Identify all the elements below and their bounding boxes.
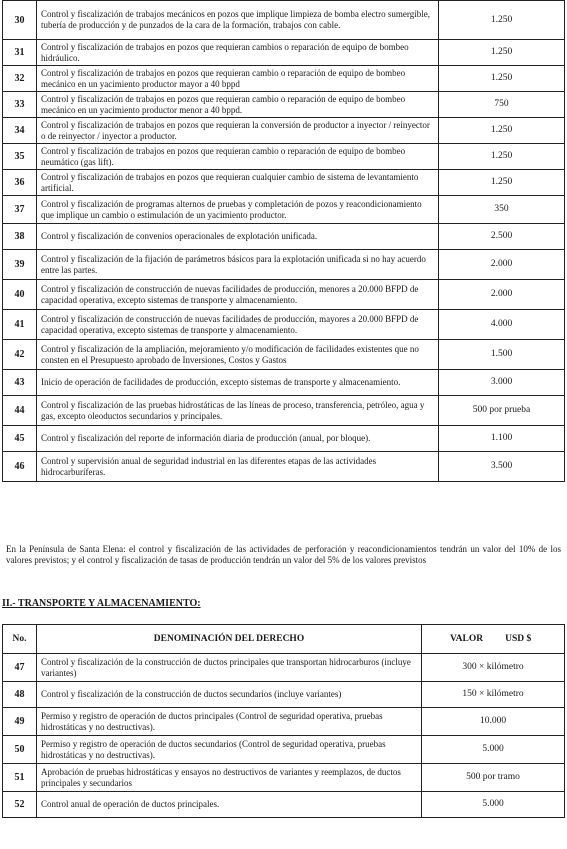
row-description: Control y fiscalización de la construcción de ductos secundarios (incluye variantes)	[37, 682, 422, 708]
row-number: 46	[3, 452, 37, 482]
fees-table-body	[3, 654, 565, 818]
row-value: 2.500	[439, 224, 565, 250]
row-number: 49	[3, 708, 37, 736]
row-description: Control y fiscalización de trabajos en pozos que requieran cambio o reparación de equipo de bombeo neumático (gas lift).	[37, 144, 439, 170]
table-row	[3, 170, 565, 196]
fees-table-production	[2, 0, 565, 482]
row-description: Control y fiscalización de trabajos en pozos que requieran cambio o reparación de equipo de bombeo mecánico en un yacimiento productor menor a 40 bppd.	[37, 92, 439, 118]
row-number: 37	[3, 196, 37, 224]
row-description: Control y fiscalización de trabajos en pozos que requieran la conversión de productor a inyector / reinyector o de reinyector / inyector a productor.	[37, 118, 439, 144]
row-value: 1.250	[439, 1, 565, 40]
row-description: Control y supervisión anual de seguridad industrial en las diferentes etapas de las actividades hidrocarburíferas.	[37, 452, 439, 482]
table-header-row	[3, 625, 565, 654]
table-row	[3, 1, 565, 40]
row-value: 1.250	[439, 144, 565, 170]
row-number: 45	[3, 426, 37, 452]
row-description: Control y fiscalización de construcción de nuevas facilidades de producción, mayores a 20.000 BFPD de capacidad operativa, excepto sistemas de transporte y almacenamiento.	[37, 310, 439, 340]
section-heading-transport: II.- TRANSPORTE Y ALMACENAMIENTO:	[2, 598, 201, 609]
table-row	[3, 396, 565, 426]
row-value: 1.100	[439, 426, 565, 452]
header-currency: USD $	[505, 633, 532, 644]
row-number: 44	[3, 396, 37, 426]
row-description: Control y fiscalización de la ampliación, mejoramiento y/o modificación de facilidades existentes que no consten en el Presupuesto aprobado de Inversiones, Costos y Gastos	[37, 340, 439, 370]
row-value: 3.000	[439, 370, 565, 396]
row-value: 350	[439, 196, 565, 224]
row-value: 750	[439, 92, 565, 118]
table-row	[3, 654, 565, 682]
row-description: Control y fiscalización de trabajos mecánicos en pozos que implique limpieza de bomba electro sumergible, tubería de producción y de punzados de la cara de la formación, trabajos con cable.	[37, 1, 439, 40]
row-description: Control y fiscalización de convenios operacionales de explotación unificada.	[37, 224, 439, 250]
row-description: Control y fiscalización del reporte de información diaria de producción (anual, por bloque).	[37, 426, 439, 452]
row-number: 33	[3, 92, 37, 118]
row-number: 39	[3, 250, 37, 280]
table-row	[3, 792, 565, 818]
row-number: 47	[3, 654, 37, 682]
row-value: 1.250	[439, 66, 565, 92]
table-row	[3, 250, 565, 280]
row-value: 1.250	[439, 118, 565, 144]
row-number: 32	[3, 66, 37, 92]
row-value: 500 por tramo	[422, 764, 565, 792]
table-row	[3, 118, 565, 144]
row-description: Control y fiscalización de las pruebas hidrostáticas de las líneas de proceso, transferencia, petróleo, agua y gas, excepto oleoductos secundarios y principales.	[37, 396, 439, 426]
row-number: 35	[3, 144, 37, 170]
table-row	[3, 370, 565, 396]
row-description: Control y fiscalización de programas alternos de pruebas y completación de pozos y reacondicionamiento que implique un cambio o estimulación de un yacimiento productor.	[37, 196, 439, 224]
row-number: 50	[3, 736, 37, 764]
row-number: 41	[3, 310, 37, 340]
row-number: 34	[3, 118, 37, 144]
table-row	[3, 280, 565, 310]
row-value: 1.250	[439, 170, 565, 196]
row-number: 31	[3, 40, 37, 66]
row-number: 42	[3, 340, 37, 370]
table-row	[3, 92, 565, 118]
row-value: 300 × kilómetro	[422, 654, 565, 682]
row-value: 1.500	[439, 340, 565, 370]
table-row	[3, 66, 565, 92]
row-value: 4.000	[439, 310, 565, 340]
header-denominacion: DENOMINACIÓN DEL DERECHO	[37, 625, 422, 654]
row-value: 10.000	[422, 708, 565, 736]
header-no: No.	[3, 625, 37, 654]
row-value: 2.000	[439, 250, 565, 280]
table-row	[3, 144, 565, 170]
row-number: 30	[3, 1, 37, 40]
row-value: 500 por prueba	[439, 396, 565, 426]
row-number: 40	[3, 280, 37, 310]
row-number: 51	[3, 764, 37, 792]
table-row	[3, 340, 565, 370]
table-row	[3, 764, 565, 792]
row-value: 5.000	[422, 792, 565, 818]
row-description: Permiso y registro de operación de ductos secundarios (Control de seguridad operativa, pruebas hidrostáticas y no destructivas).	[37, 736, 422, 764]
row-value: 3.500	[439, 452, 565, 482]
table-row	[3, 40, 565, 66]
row-number: 43	[3, 370, 37, 396]
row-value: 2.000	[439, 280, 565, 310]
header-valor	[422, 625, 565, 654]
row-description: Inicio de operación de facilidades de producción, excepto sistemas de transporte y almacenamiento.	[37, 370, 439, 396]
row-description: Control anual de operación de ductos principales.	[37, 792, 422, 818]
table-row	[3, 708, 565, 736]
row-description: Control y fiscalización de la construcción de ductos principales que transportan hidrocarburos (incluye variantes)	[37, 654, 422, 682]
row-description: Control y fiscalización de construcción de nuevas facilidades de producción, menores a 20.000 BFPD de capacidad operativa, excepto sistemas de transporte y almacenamiento.	[37, 280, 439, 310]
row-description: Control y fiscalización de trabajos en pozos que requieran cambios o reparación de equipo de bombeo hidráulico.	[37, 40, 439, 66]
row-description: Control y fiscalización de la fijación de parámetros básicos para la explotación unificada si no hay acuerdo entre las partes.	[37, 250, 439, 280]
row-value: 150 × kilómetro	[422, 682, 565, 708]
table-row	[3, 452, 565, 482]
row-description: Permiso y registro de operación de ductos principales (Control de seguridad operativa, pruebas hidrostáticas y no destructivas).	[37, 708, 422, 736]
table-row	[3, 682, 565, 708]
row-number: 52	[3, 792, 37, 818]
row-value: 5.000	[422, 736, 565, 764]
header-valor-label: VALOR	[450, 633, 484, 644]
row-description: Control y fiscalización de trabajos en pozos que requieran cualquier cambio de sistema de levantamiento artificial.	[37, 170, 439, 196]
table-row	[3, 426, 565, 452]
table-row	[3, 736, 565, 764]
table-row	[3, 310, 565, 340]
row-number: 48	[3, 682, 37, 708]
row-description: Aprobación de pruebas hidrostáticas y ensayos no destructivos de variantes y reemplazos, de ductos principales y secundarios	[37, 764, 422, 792]
fees-table-body	[3, 1, 565, 482]
fees-table-transport	[2, 624, 565, 818]
row-description: Control y fiscalización de trabajos en pozos que requieran cambio o reparación de equipo de bombeo mecánico en un yacimiento productor mayor a 40 bppd	[37, 66, 439, 92]
table-row	[3, 224, 565, 250]
row-number: 38	[3, 224, 37, 250]
row-value: 1.250	[439, 40, 565, 66]
santa-elena-note: En la Península de Santa Elena: el control y fiscalización de las actividades de perforación y reacondicionamientos tendrán un valor del 10% de los valores previstos; y el control y fiscalización de tasas de producción tendrán un valor del 5% de los valores previstos	[6, 544, 561, 565]
row-number: 36	[3, 170, 37, 196]
table-row	[3, 196, 565, 224]
